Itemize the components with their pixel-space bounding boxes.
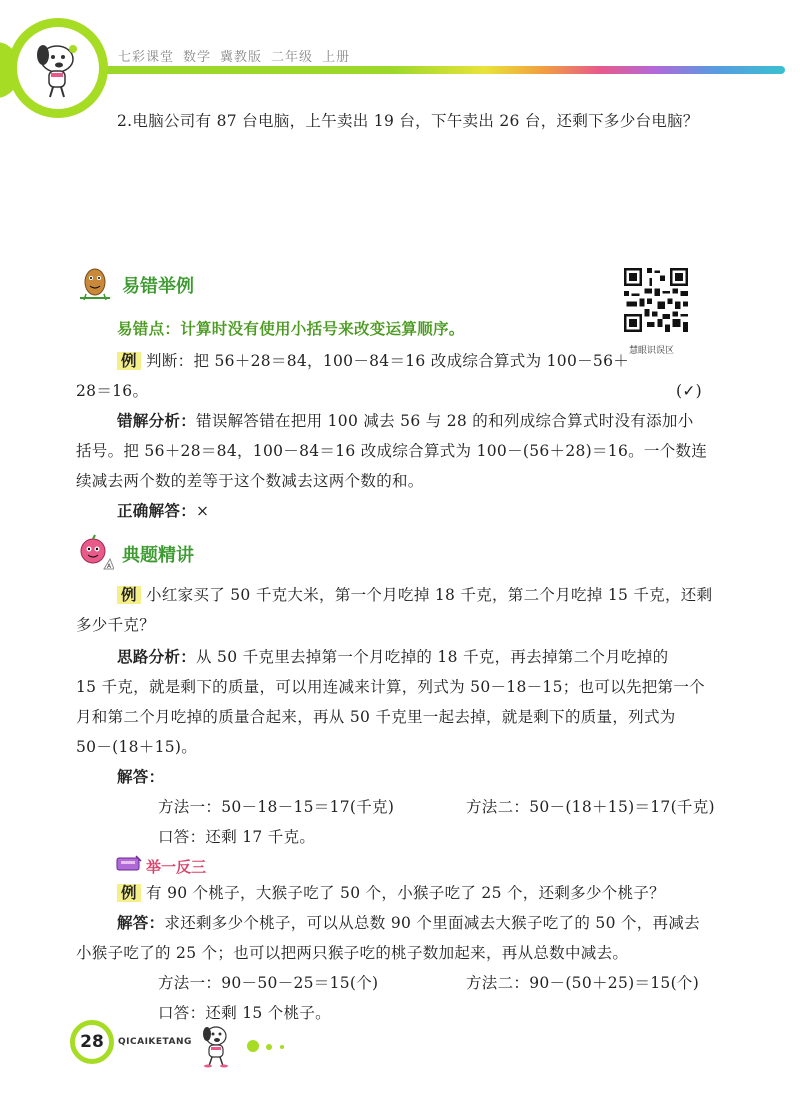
error-section-title: 易错举例 <box>122 276 194 297</box>
typical-analysis-line4: 50－(18＋15)。 <box>76 738 198 756</box>
typical-example-line2: 多少千克？ <box>76 616 156 634</box>
header-subject: 数学 <box>183 50 212 65</box>
footer-brand: QICAIKETANG <box>118 1037 192 1047</box>
error-analysis-text1: 错误解答错在把用 100 减去 56 与 28 的和列成综合算式时没有添加小 <box>196 412 694 430</box>
header-series: 七彩课堂 <box>118 50 175 65</box>
typical-example-text1: 小红家买了 50 千克大米，第一个月吃掉 18 千克，第二个月吃掉 15 千克，还剩 <box>146 586 713 604</box>
error-example-text1: 判断：把 56＋28＝84，100－84＝16 改成综合算式为 100－56＋ <box>146 352 630 370</box>
svg-text:A: A <box>107 563 112 570</box>
header-mascot-badge <box>8 18 108 118</box>
practice-solution-line1 <box>117 912 700 934</box>
footer-dot-medium <box>266 1044 272 1050</box>
potato-mascot-icon <box>76 264 114 302</box>
error-answer <box>117 500 209 522</box>
error-answer-label: 正确解答： <box>117 502 197 520</box>
footer-dot-large <box>247 1040 259 1052</box>
error-analysis-line3: 续减去两个数的差等于这个数减去这两个数的和。 <box>76 472 424 490</box>
error-point: 易错点：计算时没有使用小括号来改变运算顺序。 <box>117 320 465 338</box>
practice-method2: 方法二：90－(50＋25)＝15(个) <box>466 974 700 992</box>
typical-method2: 方法二：50－(18＋15)＝17(千克) <box>466 798 715 816</box>
typical-analysis-label: 思路分析： <box>117 648 197 666</box>
header-grade: 二年级 <box>271 50 314 65</box>
error-analysis-label: 错解分析： <box>117 412 197 430</box>
typical-analysis-line2: 15 千克，就是剩下的质量，可以用连减来计算，列式为 50－18－15；也可以先把第一个 <box>76 678 705 696</box>
error-analysis-line1 <box>117 410 694 432</box>
footer-dog-mascot-icon <box>198 1022 234 1068</box>
example-tag: 例 <box>117 352 141 370</box>
typical-example-line1 <box>117 584 712 606</box>
header-edition: 冀教版 <box>220 50 263 65</box>
practice-reply: 口答：还剩 15 个桃子。 <box>158 1004 331 1022</box>
practice-method1: 方法一：90－50－25＝15(个) <box>158 974 379 992</box>
typical-analysis-line1 <box>117 646 668 668</box>
typical-reply: 口答：还剩 17 千克。 <box>158 828 316 846</box>
error-example-mark: (✓) <box>676 382 702 400</box>
apple-mascot-icon <box>76 533 114 571</box>
error-example-line2: 28＝16。 <box>76 382 149 400</box>
practice-section-title: 举一反三 <box>146 858 207 876</box>
page-number: 28 <box>70 1020 114 1064</box>
practice-solution-text1: 求还剩多少个桃子，可以从总数 90 个里面减去大猴子吃了的 50 个，再减去 <box>164 914 700 932</box>
typical-section-title: 典题精讲 <box>122 545 194 566</box>
header-rainbow-bar <box>70 66 785 74</box>
practice-solution-label: 解答： <box>117 914 165 932</box>
practice-solution-line2: 小猴子吃了的 25 个；也可以把两只猴子吃的桃子数加起来，再从总数中减去。 <box>76 944 629 962</box>
qr-label: 慧眼识误区 <box>629 346 675 356</box>
footer-dot-small <box>280 1045 284 1049</box>
typical-method1: 方法一：50－18－15＝17(千克) <box>158 798 395 816</box>
example-tag: 例 <box>117 586 141 604</box>
error-example-line1 <box>117 350 629 372</box>
typical-analysis-text1: 从 50 千克里去掉第一个月吃掉的 18 千克，再去掉第二个月吃掉的 <box>196 648 669 666</box>
header-title <box>118 46 359 65</box>
dog-mascot-icon <box>17 27 99 109</box>
practice-example-line <box>117 882 665 904</box>
problem-2: 2.电脑公司有 87 台电脑，上午卖出 19 台，下午卖出 26 台，还剩下多少台电脑？ <box>117 112 699 130</box>
practice-example-text: 有 90 个桃子，大猴子吃了 50 个，小猴子吃了 25 个，还剩多少个桃子？ <box>146 884 665 902</box>
error-answer-value: × <box>196 502 210 520</box>
typical-solution-label: 解答： <box>117 768 165 786</box>
pencil-box-icon <box>116 855 142 873</box>
example-tag: 例 <box>117 884 141 902</box>
qr-code-icon[interactable] <box>624 268 688 332</box>
typical-analysis-line3: 月和第二个月吃掉的质量合起来，再从 50 千克里一起去掉，就是剩下的质量，列式为 <box>76 708 676 726</box>
error-analysis-line2: 括号。把 56＋28＝84，100－84＝16 改成综合算式为 100－(56＋28)＝16。一个数连 <box>76 442 708 460</box>
header-volume: 上册 <box>322 50 351 65</box>
